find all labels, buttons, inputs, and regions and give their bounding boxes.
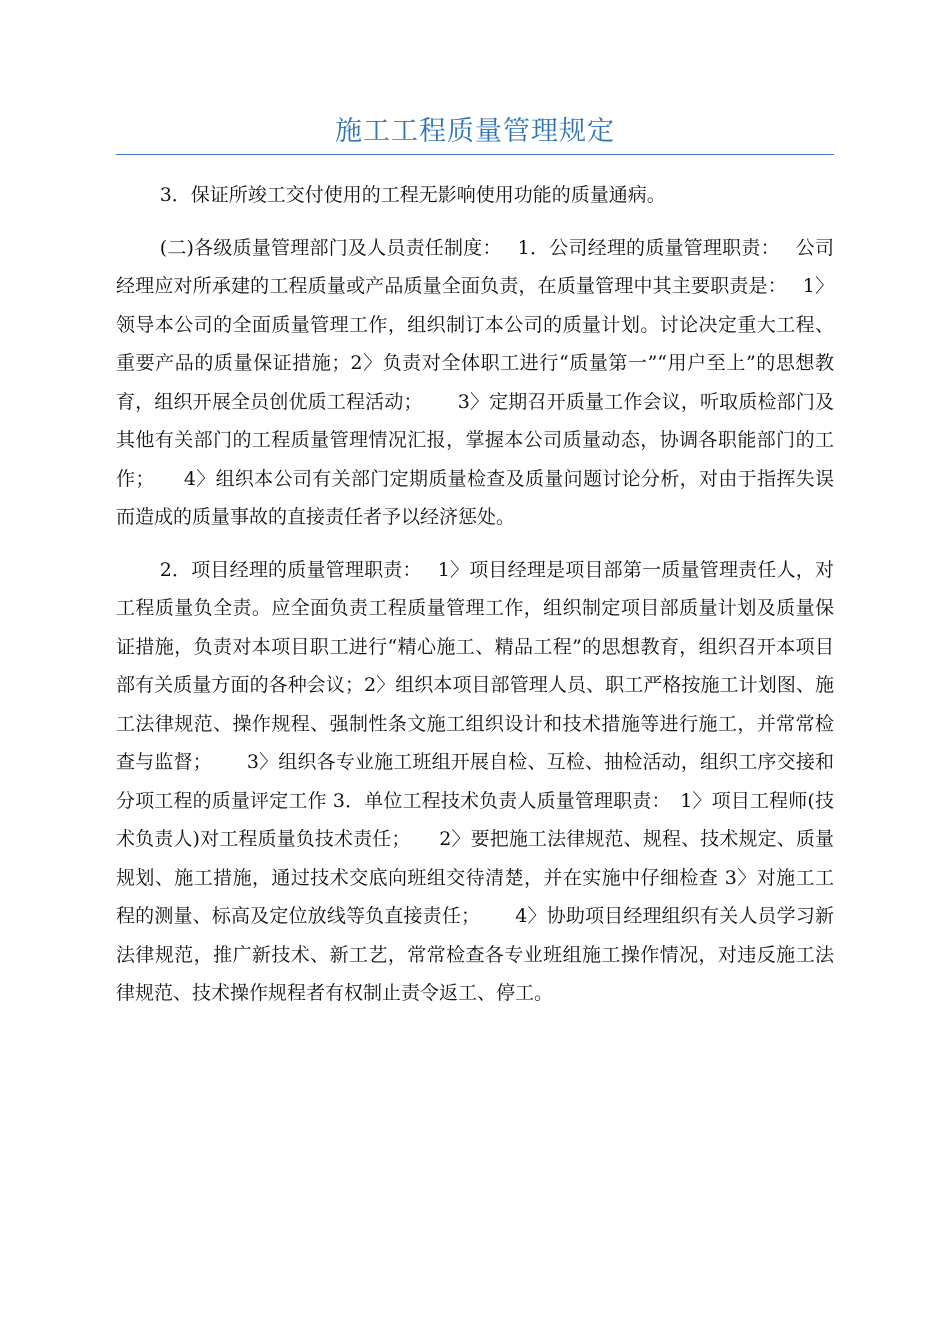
paragraph-3: 2．项目经理的质量管理职责： 1〉项目经理是项目部第一质量管理责任人，对工程质量负全责。应全面负责工程质量管理工作，组织制定项目部质量计划及质量保证措施，负责对本项目职工进行“精心施工、精品工程”的思想教育，组织召开本项目部有关质量方面的各种会议；2〉组织本项目部管理人员、职工严格按施工计划图、施工法律规范、操作规程、强制性条文施工组织设计和技术措施等进行施工，并常常检查与监督； 3〉组织各专业施工班组开展自检、互检、抽检活动，组织工序交接和分项工程的质量评定工作 3．单位工程技术负责人质量管理职责： 1〉项目工程师(技术负责人)对工程质量负技术责任； 2〉要把施工法律规范、规程、技术规定、质量规划、施工措施，通过技术交底向班组交待清楚，并在实施中仔细检查 3〉对施工工程的测量、标高及定位放线等负直接责任； 4〉协助项目经理组织有关人员学习新法律规范，推广新技术、新工艺，常常检查各专业班组施工操作情况，对违反施工法律规范、技术操作规程者有权制止责令返工、停工。	[116, 558, 834, 1004]
title-underline	[116, 154, 834, 155]
document-body	[116, 176, 834, 1013]
document-title: 施工工程质量管理规定	[335, 116, 615, 147]
paragraph-1: 3．保证所竣工交付使用的工程无影响使用功能的质量通病。	[159, 184, 666, 206]
paragraph-2: (二)各级质量管理部门及人员责任制度： 1．公司经理的质量管理职责： 公司经理应对所承建的工程质量或产品质量全面负责，在质量管理中其主要职责是： 1〉领导本公司的全面质量管理工作，组织制订本公司的质量计划。讨论决定重大工程、重要产品的质量保证措施；2〉负责对全体职工进行“质量第一”“用户至上”的思想教育，组织开展全员创优质工程活动； 3〉定期召开质量工作会议，听取质检部门及其他有关部门的工程质量管理情况汇报，掌握本公司质量动态，协调各职能部门的工作； 4〉组织本公司有关部门定期质量检查及质量问题讨论分析，对由于指挥失误而造成的质量事故的直接责任者予以经济惩处。	[116, 236, 834, 528]
